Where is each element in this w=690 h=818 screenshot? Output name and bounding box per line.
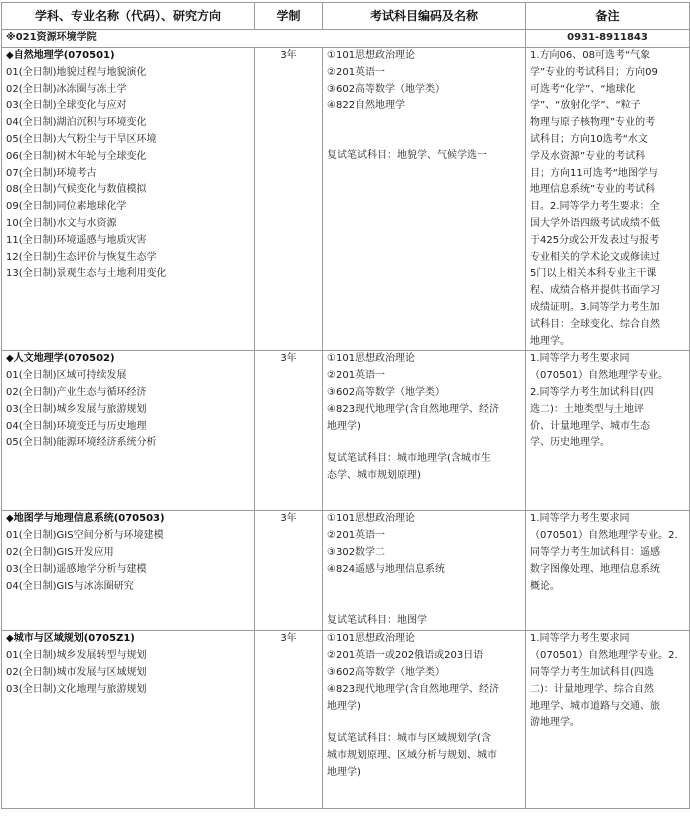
years-cell: 3年: [255, 48, 323, 351]
direction-item: 09(全日制)同位素地球化学: [6, 201, 127, 213]
retest-subjects: 复试笔试科目：地图学: [327, 614, 427, 626]
direction-item: 05(全日制)大气粉尘与干旱区环境: [6, 133, 157, 145]
retest-subjects: 复试笔试科目：城市地理学(含城市生: [327, 453, 491, 465]
school-row: [2, 30, 690, 48]
major-row-cartography-gis: [2, 511, 690, 631]
note-line: 可选考“化学”、“地球化: [530, 83, 636, 95]
exam-item: ①101思想政治理论: [327, 50, 416, 61]
note-line: 同等学力考生加试科目(四选: [530, 666, 654, 678]
direction-item: 11(全日制)环境遥感与地质灾害: [6, 234, 147, 246]
major-title: ◆自然地理学(070501): [6, 50, 115, 61]
note-line: 试科目：全球变化、综合自然: [530, 318, 660, 330]
direction-item: 04(全日制)环境变迁与历史地理: [6, 420, 147, 432]
exam-item: ④823现代地理学(含自然地理学、经济: [327, 683, 499, 695]
major-row-physical-geography: [2, 48, 690, 351]
note-line: 5门以上相关本科专业主干课: [530, 268, 657, 280]
exam-item: ②201英语一: [327, 370, 386, 382]
direction-item: 02(全日制)GIS开发应用: [6, 546, 114, 558]
exam-item: 地理学): [327, 420, 361, 432]
note-line: 选二)：土地类型与土地评: [530, 403, 644, 415]
direction-item: 04(全日制)GIS与冰冻圈研究: [6, 580, 134, 592]
direction-item: 05(全日制)能源环境经济系统分析: [6, 437, 157, 449]
direction-item: 04(全日制)湖泊沉积与环境变化: [6, 117, 147, 129]
major-cell: [2, 631, 255, 809]
school-name: ※021资源环境学院: [2, 30, 526, 48]
note-line: 物理与原子核物理”专业的考: [530, 117, 656, 129]
direction-item: 02(全日制)城市发展与区域规划: [6, 666, 147, 678]
direction-item: 08(全日制)气候变化与数值模拟: [6, 184, 147, 196]
note-line: 国大学外语四级考试成绩不低: [530, 217, 660, 229]
exam-item: ④823现代地理学(含自然地理学、经济: [327, 403, 499, 415]
exam-item: ④822自然地理学: [327, 100, 406, 112]
exam-cell: [323, 351, 526, 511]
header-major: 学科、专业名称（代码）、研究方向: [2, 3, 255, 30]
catalog-table: [1, 2, 690, 809]
exam-item: ③602高等数学（地学类）: [327, 666, 446, 678]
note-line: 地理信息系统”专业的考试科: [530, 184, 656, 196]
retest-subjects: 复试笔试科目：城市与区域规划学(含: [327, 733, 491, 745]
notes-cell: [526, 351, 690, 511]
retest-subjects: 复试笔试科目：地貌学、气候学选一: [327, 150, 487, 162]
note-line: （070501）自然地理学专业。2.: [530, 530, 678, 542]
note-line: 程、成绩合格并提供书面学习: [530, 285, 660, 297]
direction-item: 12(全日制)生态评价与恢复生态学: [6, 251, 157, 263]
notes-cell: [526, 631, 690, 809]
exam-item: ④824遥感与地理信息系统: [327, 563, 446, 575]
header-exams: 考试科目编码及名称: [323, 3, 526, 30]
retest-subjects: 地理学): [327, 766, 361, 778]
direction-item: 03(全日制)全球变化与应对: [6, 100, 127, 112]
note-line: （070501）自然地理学专业。: [530, 370, 669, 382]
header-notes: 备注: [526, 3, 690, 30]
exam-item: ②201英语一或202俄语或203日语: [327, 650, 484, 662]
major-row-urban-regional-planning: [2, 631, 690, 809]
exam-item: ③602高等数学（地学类）: [327, 83, 446, 95]
years-cell: 3年: [255, 511, 323, 631]
note-line: 地理学、城市道路与交通、旅: [530, 700, 660, 712]
major-title: ◆地图学与地理信息系统(070503): [6, 513, 165, 525]
school-phone: 0931-8911843: [526, 30, 690, 48]
direction-item: 01(全日制)地貌过程与地貌演化: [6, 66, 147, 78]
exam-item: 地理学): [327, 700, 361, 712]
direction-item: 03(全日制)遥感地学分析与建模: [6, 563, 147, 575]
note-line: 成绩证明。3.同等学力考生加: [530, 301, 660, 313]
exam-item: ①101思想政治理论: [327, 633, 416, 645]
note-line: （070501）自然地理学专业。2.: [530, 650, 678, 662]
direction-item: 01(全日制)城乡发展转型与规划: [6, 650, 147, 662]
major-cell: [2, 351, 255, 511]
exam-item: ②201英语一: [327, 66, 386, 78]
direction-item: 03(全日制)城乡发展与旅游规划: [6, 403, 147, 415]
exam-item: ③602高等数学（地学类）: [327, 386, 446, 398]
note-line: 地理学。: [530, 335, 570, 347]
major-cell: [2, 511, 255, 631]
note-line: 数字图像处理、地理信息系统: [530, 563, 660, 575]
major-cell: [2, 48, 255, 351]
direction-item: 01(全日制)GIS空间分析与环境建模: [6, 530, 164, 542]
note-line: 于425分或公开发表过与报考: [530, 234, 660, 246]
direction-item: 10(全日制)水文与水资源: [6, 217, 117, 229]
note-line: 概论。: [530, 580, 560, 592]
note-line: 目；方向11可选考“地图学与: [530, 167, 658, 179]
exam-item: ③302数学二: [327, 546, 386, 558]
note-line: 学、历史地理学。: [530, 437, 610, 449]
note-line: 学”专业的考试科目；方向09: [530, 66, 658, 78]
note-line: 同等学力考生加试科目：遥感: [530, 546, 660, 558]
exam-item: ②201英语一: [327, 530, 386, 542]
direction-item: 06(全日制)树木年轮与全球变化: [6, 150, 147, 162]
exam-cell: [323, 511, 526, 631]
notes-cell: [526, 48, 690, 351]
retest-subjects: 城市规划原理、区域分析与规划、城市: [327, 750, 497, 762]
note-line: 试科目；方向10选考“水文: [530, 133, 648, 145]
note-line: 2.同等学力考生加试科目(四: [530, 386, 654, 398]
note-line: 专业相关的学术论文或修读过: [530, 251, 660, 263]
note-line: 游地理学。: [530, 717, 580, 729]
note-line: 1.方向06、08可选考“气象: [530, 50, 651, 61]
direction-item: 01(全日制)区域可持续发展: [6, 370, 127, 382]
years-cell: 3年: [255, 351, 323, 511]
major-row-human-geography: [2, 351, 690, 511]
major-title: ◆城市与区域规划(0705Z1): [6, 633, 135, 645]
notes-cell: [526, 511, 690, 631]
direction-item: 03(全日制)文化地理与旅游规划: [6, 683, 147, 695]
years-cell: 3年: [255, 631, 323, 809]
exam-item: ①101思想政治理论: [327, 513, 416, 525]
exam-cell: [323, 48, 526, 351]
exam-item: ①101思想政治理论: [327, 353, 416, 365]
note-line: 1.同等学力考生要求同: [530, 353, 630, 365]
note-line: 目。2.同等学力考生要求：全: [530, 201, 660, 213]
direction-item: 13(全日制)景观生态与土地利用变化: [6, 268, 167, 280]
note-line: 1.同等学力考生要求同: [530, 513, 630, 525]
retest-subjects: 态学、城市规划原理): [327, 470, 421, 482]
note-line: 1.同等学力考生要求同: [530, 633, 630, 645]
direction-item: 07(全日制)环境考古: [6, 167, 97, 179]
major-title: ◆人文地理学(070502): [6, 353, 115, 365]
note-line: 二)：计量地理学、综合自然: [530, 683, 654, 695]
direction-item: 02(全日制)冰冻圈与冻土学: [6, 83, 127, 95]
header-years: 学制: [255, 3, 323, 30]
note-line: 价、计量地理学、城市生态: [530, 420, 650, 432]
header-row: [2, 3, 690, 30]
exam-cell: [323, 631, 526, 809]
direction-item: 02(全日制)产业生态与循环经济: [6, 386, 147, 398]
note-line: 学及水资源”专业的考试科: [530, 150, 646, 162]
note-line: 学”、“放射化学”、“粒子: [530, 100, 641, 112]
